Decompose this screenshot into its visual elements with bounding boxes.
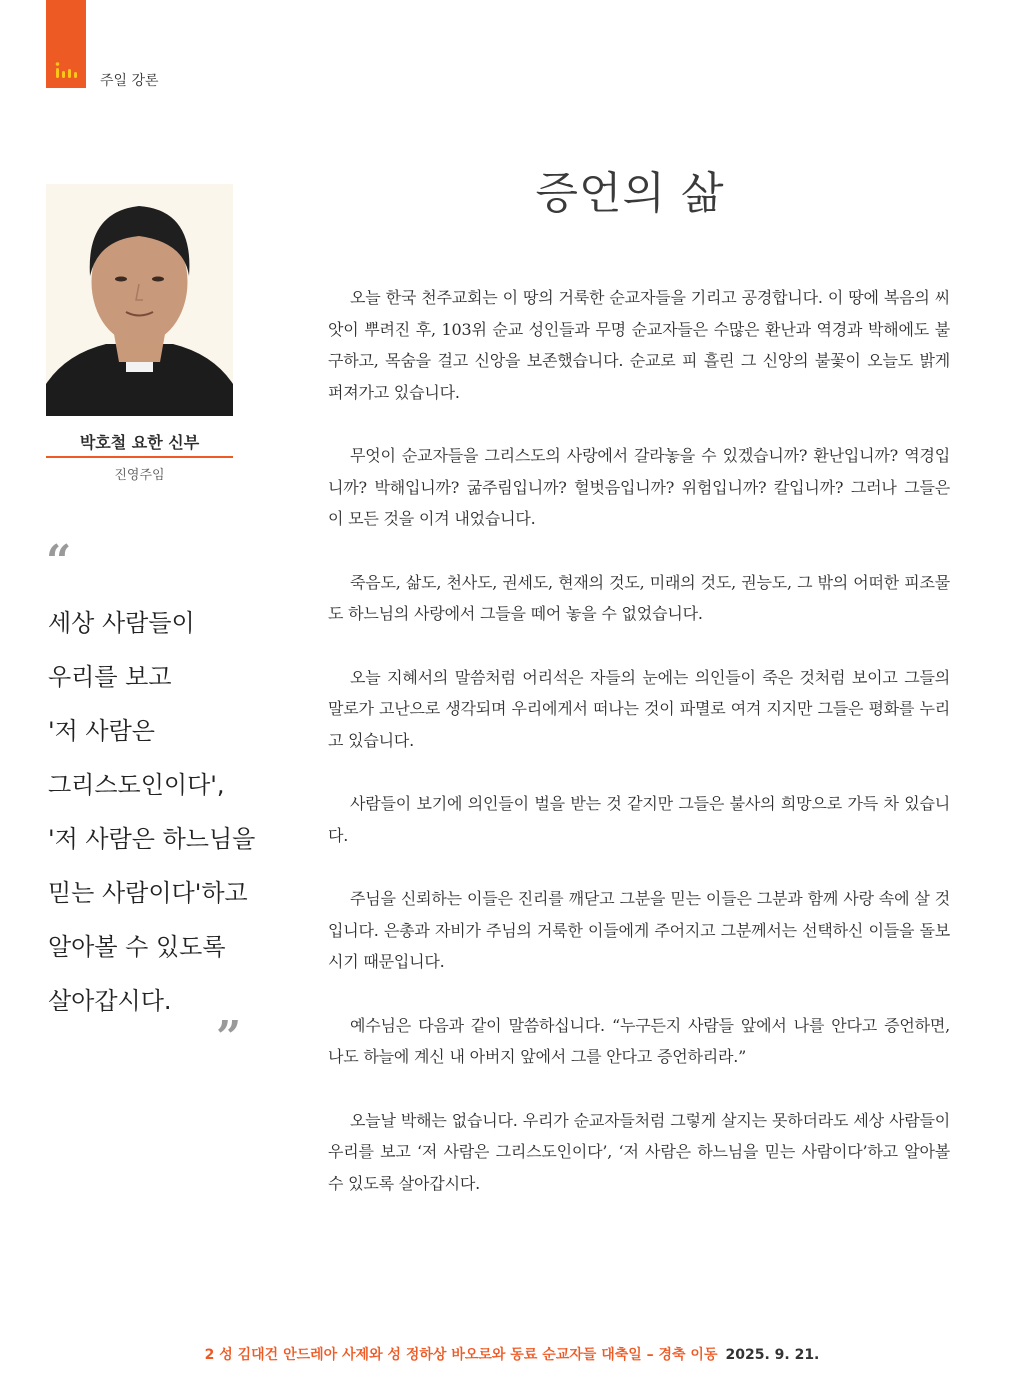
- footer-label: 2 성 김대건 안드레아 사제와 성 정하상 바오로와 동료 순교자들 대축일 – 경축 이동: [204, 1347, 718, 1363]
- author-name: 박호철 요한 신부: [79, 433, 200, 452]
- pull-quote-line: 세상 사람들이: [48, 609, 195, 637]
- footer-date: 2025. 9. 21.: [725, 1347, 820, 1363]
- author-photo: [46, 184, 233, 416]
- pull-quote-line: '저 사람은 하느님을: [48, 825, 256, 853]
- author-divider: [46, 456, 233, 458]
- close-quote-icon: ”: [216, 1012, 242, 1063]
- article-paragraph: 오늘날 박해는 없습니다. 우리가 순교자들처럼 그렇게 살지는 못하더라도 세상 사람들이 우리를 보고 ‘저 사람은 그리스도인이다’, ‘저 사람은 하느님을 믿는 사람이다’하고 알아볼 수 있도록 살아갑시다.: [328, 1110, 951, 1193]
- pull-quote: [48, 596, 308, 1028]
- section-label: 주일 강론: [100, 73, 159, 89]
- page-title: 증언의 삶: [535, 168, 725, 220]
- page-footer: [0, 1344, 1024, 1364]
- candles-logo-icon: [54, 58, 80, 80]
- article-body: [328, 282, 950, 1231]
- pull-quote-line: 살아갑시다.: [48, 987, 172, 1015]
- article-paragraph: 죽음도, 삶도, 천사도, 권세도, 현재의 것도, 미래의 것도, 권능도, 그 밖의 어떠한 피조물도 하느님의 사랑에서 그들을 떼어 놓을 수 없었습니다.: [328, 572, 950, 623]
- article-paragraph: 사람들이 보기에 의인들이 벌을 받는 것 같지만 그들은 불사의 희망으로 가득 차 있습니다.: [328, 794, 950, 845]
- pull-quote-line: 우리를 보고: [48, 663, 172, 691]
- open-quote-icon: “: [46, 536, 72, 587]
- section-tab: [46, 0, 86, 88]
- pull-quote-line: '저 사람은: [48, 717, 155, 745]
- author-role: 진영주임: [114, 468, 165, 483]
- article-paragraph: 오늘 한국 천주교회는 이 땅의 거룩한 순교자들을 기리고 공경합니다. 이 땅에 복음의 씨앗이 뿌려진 후, 103위 순교 성인들과 무명 순교자들은 수많은 환난과 역경과 박해에도 불구하고, 목숨을 걸고 신앙을 보존했습니다. 순교로 피 흘린 그 신앙의 불꽃이 오늘도 밝게 퍼져가고 있습니다.: [328, 288, 950, 402]
- article-paragraph: 오늘 지혜서의 말씀처럼 어리석은 자들의 눈에는 의인들이 죽은 것처럼 보이고 그들의 말로가 고난으로 생각되며 우리에게서 떠나는 것이 파멸로 여겨 지지만 그들은 평화를 누리고 있습니다.: [328, 667, 950, 750]
- article-paragraph: 주님을 신뢰하는 이들은 진리를 깨닫고 그분을 믿는 이들은 그분과 함께 사랑 속에 살 것입니다. 은총과 자비가 주님의 거룩한 이들에게 주어지고 그분께서는 선택하신 이들을 돌보시기 때문입니다.: [328, 889, 950, 971]
- pull-quote-line: 알아볼 수 있도록: [48, 933, 226, 961]
- article-paragraph: 무엇이 순교자들을 그리스도의 사랑에서 갈라놓을 수 있겠습니까? 환난입니까? 역경입니까? 박해입니까? 굶주림입니까? 헐벗음입니까? 위험입니까? 칼입니까? 그러나 그들은 이 모든 것을 이겨 내었습니다.: [328, 446, 950, 528]
- pull-quote-line: 그리스도인이다',: [48, 771, 225, 799]
- article-paragraph: 예수님은 다음과 같이 말씀하십니다. “누구든지 사람들 앞에서 나를 안다고 증언하면, 나도 하늘에 계신 내 아버지 앞에서 그를 안다고 증언하리라.”: [328, 1015, 950, 1066]
- pull-quote-line: 믿는 사람이다'하고: [48, 879, 248, 907]
